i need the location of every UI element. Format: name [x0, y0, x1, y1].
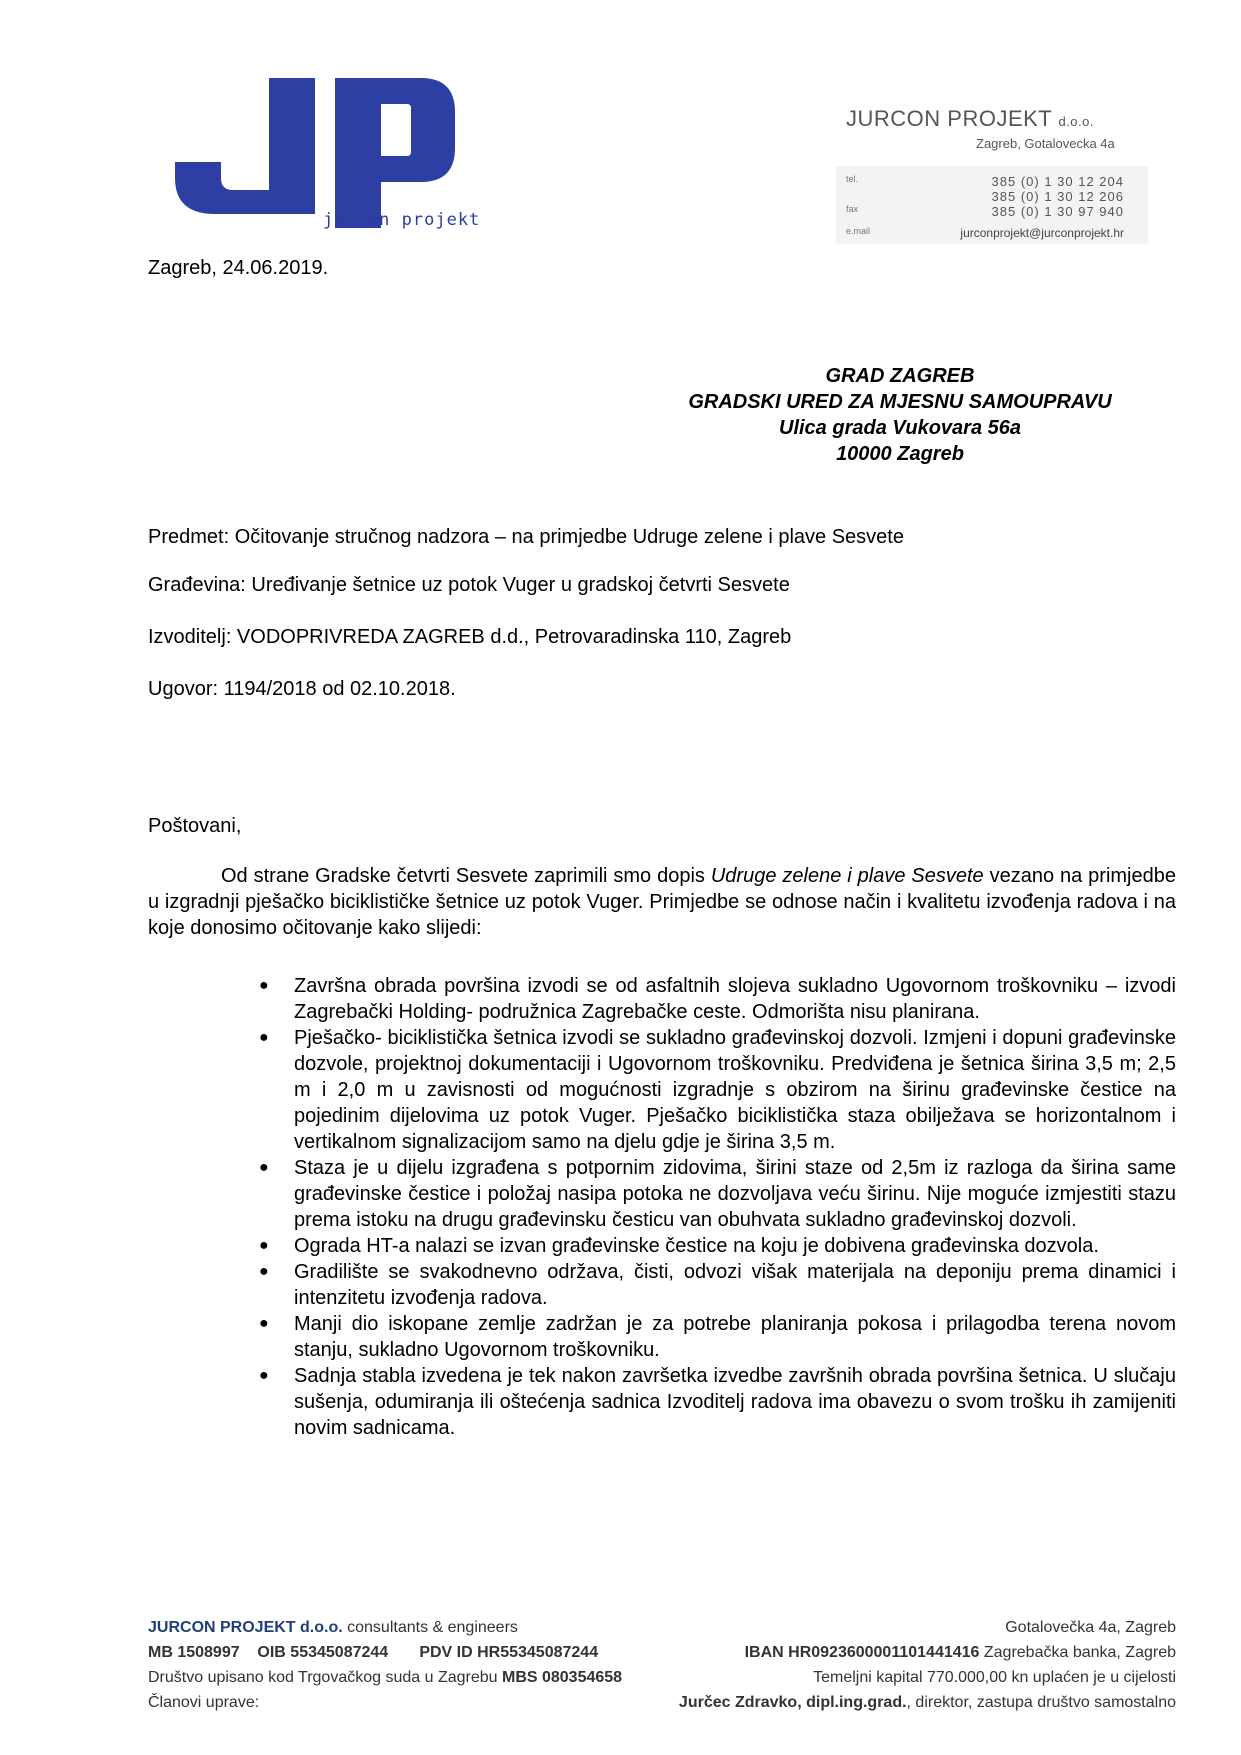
footer-director: Jurčec Zdravko, dipl.ing.grad., direktor, zastupa društvo samostalno — [678, 1694, 1176, 1711]
bullet-icon: ● — [259, 1367, 269, 1384]
footer-bank: IBAN HR0923600001101441416 Zagrebačka banka, Zagreb — [744, 1644, 1176, 1661]
recipient-line: Ulica grada Vukovara 56a — [779, 417, 1021, 439]
letter-footer — [148, 1619, 1176, 1719]
bullet-icon: ● — [259, 1263, 269, 1280]
company-address: Zagreb, Gotalovecka 4a — [976, 136, 1115, 151]
subject-line: Predmet: Očitovanje stručnog nadzora – na primjedbe Udruge zelene i plave Sesvete — [148, 526, 904, 548]
contact-row: tel. 385 (0) 1 30 12 204 — [846, 174, 1124, 189]
contact-row: fax 385 (0) 1 30 97 940 — [846, 204, 1124, 219]
list-item: ● Gradilište se svakodnevno održava, čisti, odvozi višak materijala na deponiju prema dinamici i intenzitetu izvođenja radova. — [259, 1261, 1176, 1309]
list-item: ● Ograda HT-a nalazi se izvan građevinske čestice na koju je dobivena građevinska dozvola. — [259, 1235, 1099, 1257]
contract-line: Ugovor: 1194/2018 od 02.10.2018. — [148, 678, 456, 700]
contact-row: e.mail jurconprojekt@jurconprojekt.hr — [846, 226, 1124, 240]
company-header — [836, 100, 1136, 245]
list-item: ● Manji dio iskopane zemlje zadržan je za potrebe planiranja pokosa i prilagodba terena novom stanju, sukladno Ugovornom troškovniku. — [259, 1313, 1176, 1361]
footer-address: Gotalovečka 4a, Zagreb — [1005, 1619, 1176, 1636]
salutation: Poštovani, — [148, 815, 242, 837]
recipient-line: GRADSKI URED ZA MJESNU SAMOUPRAVU — [688, 391, 1112, 413]
company-logo — [175, 78, 481, 238]
bullet-icon: ● — [259, 1237, 269, 1254]
footer-board: Članovi uprave: — [148, 1694, 260, 1711]
bullet-icon: ● — [259, 977, 269, 994]
company-name: JURCON PROJEKT d.o.o. — [846, 106, 1094, 131]
letter-date: Zagreb, 24.06.2019. — [148, 257, 329, 279]
footer-capital: Temeljni kapital 770.000,00 kn uplaćen je u cijelosti — [813, 1669, 1176, 1686]
footer-company: JURCON PROJEKT d.o.o. consultants & engineers — [148, 1619, 518, 1636]
contractor-line: Izvoditelj: VODOPRIVREDA ZAGREB d.d., Petrovaradinska 110, Zagreb — [148, 626, 792, 648]
list-item: ● Staza je u dijelu izgrađena s potpornim zidovima, širini staze od 2,5m iz razloga da širina same građevinske čestice i položaj nasipa potoka ne dozvoljava veću širinu. Nije moguće izmjestiti stazu prema istoku na drugu građevinsku česticu van obuhvata sukladno građevinskoj dozvoli. — [259, 1157, 1176, 1231]
response-list — [148, 973, 1176, 1441]
company-contacts — [836, 166, 1148, 244]
recipient-block — [620, 363, 1180, 467]
bullet-icon: ● — [259, 1315, 269, 1332]
recipient-line: 10000 Zagreb — [836, 443, 964, 465]
contact-row: 385 (0) 1 30 12 206 — [991, 189, 1124, 204]
email-link[interactable]: jurconprojekt@jurconprojekt.hr — [960, 226, 1124, 240]
bullet-icon: ● — [259, 1029, 269, 1046]
intro-paragraph: Od strane Gradske četvrti Sesvete zaprimili smo dopis Udruge zelene i plave Sesvete vezano na primjedbe u izgradnji pješačko biciklističke šetnice uz potok Vuger. Primjedbe se odnose način i kvalitetu izvođenja radova i na koje donosimo očitovanje kako slijedi: — [148, 865, 1176, 939]
recipient-line: GRAD ZAGREB — [825, 365, 975, 387]
list-item: ● Sadnja stabla izvedena je tek nakon završetka izvedbe završnih obrada površina šetnica. U slučaju sušenja, odumiranja ili oštećenja sadnica Izvoditelj radova ima obavezu o svom trošku ih zamijeniti novim sadnicama. — [259, 1365, 1176, 1439]
footer-ids: MB 1508997 OIB 55345087244 PDV ID HR55345087244 — [148, 1644, 599, 1661]
footer-court: Društvo upisano kod Trgovačkog suda u Zagrebu MBS 080354658 — [148, 1669, 623, 1686]
list-item: ● Završna obrada površina izvodi se od asfaltnih slojeva sukladno Ugovornom troškovniku – izvodi Zagrebački Holding- podružnica Zagrebačke ceste. Odmorišta nisu planirana. — [259, 975, 1176, 1023]
building-line: Građevina: Uređivanje šetnice uz potok Vuger u gradskoj četvrti Sesvete — [148, 574, 790, 596]
logo-brand-text: jurcon projekt — [323, 210, 481, 230]
bullet-icon: ● — [259, 1159, 269, 1176]
list-item: ● Pješačko- biciklistička šetnica izvodi se sukladno građevinskoj dozvoli. Izmjeni i dopuni građevinske dozvole, projektnoj dokumentaciji i Ugovornom troškovniku. Predviđena je šetnica širina 3,5 m; 2,5 m i 2,0 m u zavisnosti od mogućnosti izgradnje s obzirom na širinu građevinske čestice na pojedinim dijelovima uz potok Vuger. Pješačko biciklistička staza obilježava se horizontalnom i vertikalnom signalizacijom samo na djelu gdje je širina 3,5 m. — [259, 1027, 1176, 1153]
